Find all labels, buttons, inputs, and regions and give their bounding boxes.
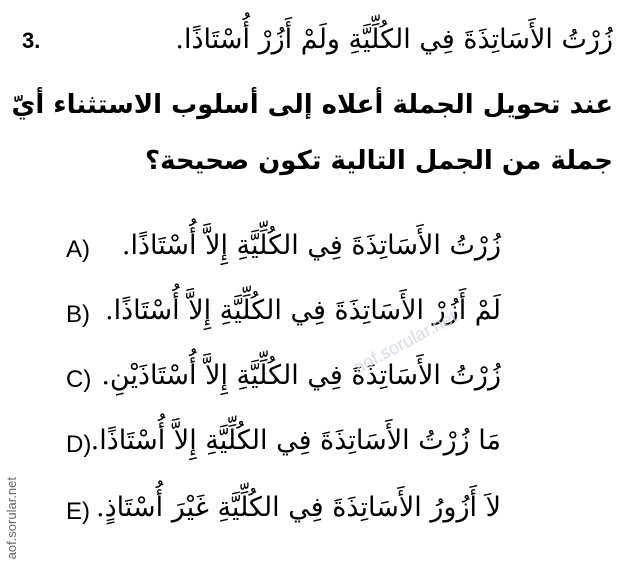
option-e[interactable] bbox=[0, 490, 631, 540]
question-number: 3. bbox=[22, 28, 41, 53]
question-prompt-line-1: عند تحويل الجملة أعلاه إلى أسلوب الاستثناء أيّ bbox=[11, 90, 613, 120]
option-letter: E) bbox=[66, 498, 90, 525]
option-letter: A) bbox=[66, 236, 90, 263]
option-text: لَمْ أَزُرْ الأَسَاتِذَةَ فِي الكُلِّيَّةِ إِلاَّ أُسْتَاذًا. bbox=[105, 295, 501, 326]
option-b[interactable] bbox=[0, 293, 631, 343]
option-d[interactable] bbox=[0, 423, 631, 473]
option-text: مَا زُرْتُ الأَسَاتِذَةَ فِي الكُلِّيَّةِ إِلاَّ أُسْتَاذًا. bbox=[90, 425, 501, 456]
option-text: لاَ أَزُورُ الأَسَاتِذَةَ فِي الكُلِّيَّةِ غَيْرَ أُسْتَاذٍ. bbox=[96, 492, 501, 523]
option-a[interactable] bbox=[0, 228, 631, 278]
option-text: زُرْتُ الأَسَاتِذَةَ فِي الكُلِّيَّةِ إِلاَّ أُسْتَاذَيْنِ. bbox=[101, 360, 501, 391]
option-text: زُرْتُ الأَسَاتِذَةَ فِي الكُلِّيَّةِ إِلاَّ أُسْتَاذًا. bbox=[121, 230, 501, 261]
option-c[interactable] bbox=[0, 358, 631, 408]
option-letter: B) bbox=[66, 301, 90, 328]
side-watermark: aof.sorular.net bbox=[4, 476, 19, 559]
option-letter: D) bbox=[66, 431, 92, 458]
option-letter: C) bbox=[66, 366, 92, 393]
watermark: aof.sorular.net bbox=[350, 306, 461, 378]
question-prompt-line-2: جملة من الجمل التالية تكون صحيحة؟ bbox=[145, 146, 613, 176]
question-stem: زُرْتُ الأَسَاتِذَةَ فِي الكُلِّيَّةِ ولَمْ أَزُرْ أُسْتَاذًا. bbox=[175, 24, 613, 55]
